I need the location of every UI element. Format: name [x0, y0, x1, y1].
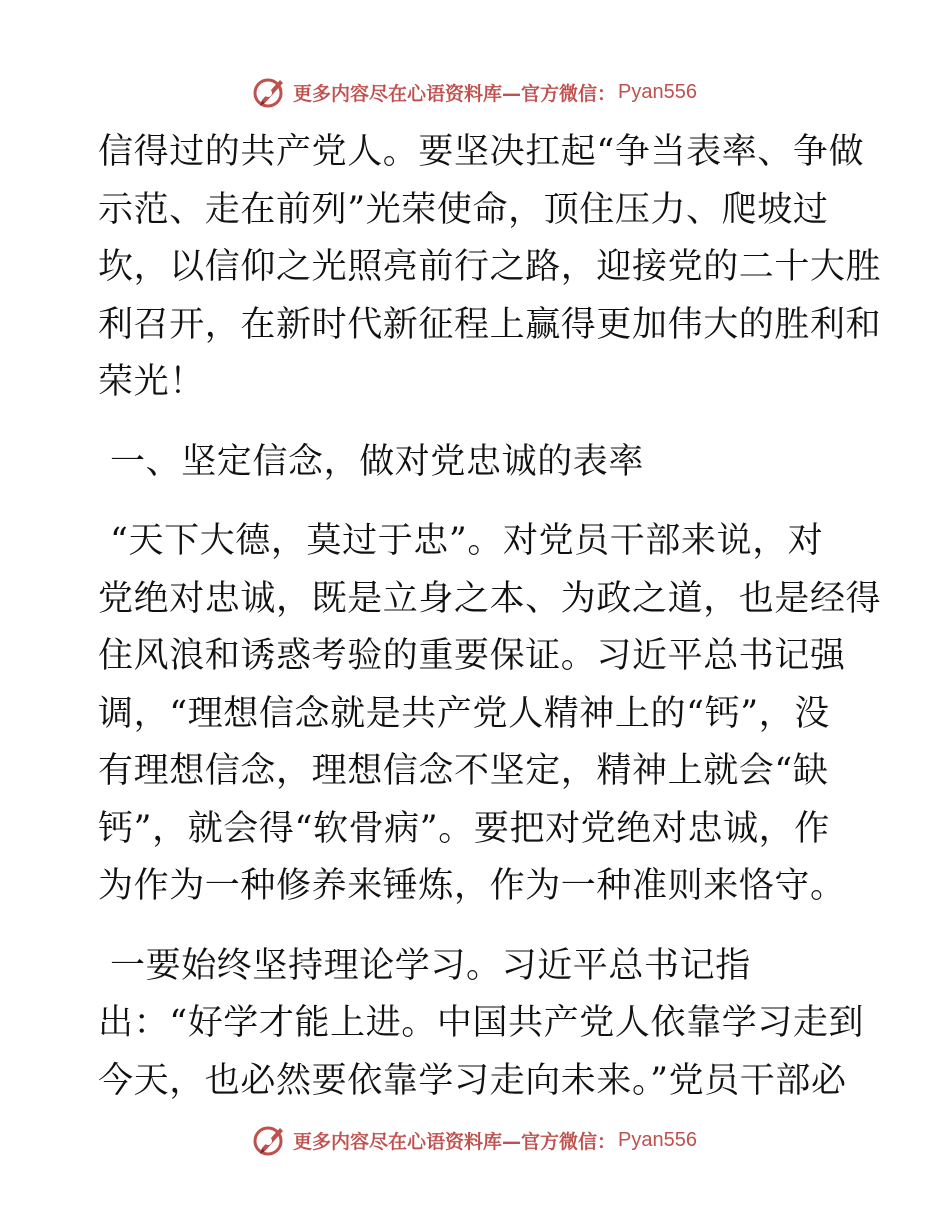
text-line: 住风浪和诱惑考验的重要保证。习近平总书记强	[98, 636, 846, 676]
document-body	[98, 124, 882, 1110]
text-line: 信得过的共产党人。要坚决扛起“争当表率、争做	[98, 132, 865, 172]
text-line: 调，“理想信念就是共产党人精神上的“钙”，没	[98, 693, 830, 734]
banner-text: 更多内容尽在心语资料库—官方微信：	[293, 82, 617, 105]
banner-wechat-id: Pyan556	[618, 1128, 697, 1151]
banner-wechat-id: Pyan556	[618, 80, 697, 103]
text-line: 坎，以信仰之光照亮前行之路，迎接党的二十大胜	[98, 247, 882, 287]
text-line: 为作为一种修养来锤炼，作为一种准则来恪守。	[98, 866, 846, 906]
text-line: 一要始终坚持理论学习。习近平总书记指	[110, 945, 751, 986]
text-line: “天下大德，莫过于忠”。对党员干部来说，对	[110, 521, 824, 561]
section-heading	[98, 434, 858, 492]
paragraph	[98, 513, 882, 916]
text-line: 有理想信念，理想信念不坚定，精神上就会“缺	[98, 751, 829, 791]
text-line: 党绝对忠诚，既是立身之本、为政之道，也是经得	[98, 578, 882, 619]
footer-banner	[0, 1120, 950, 1160]
header-banner	[0, 72, 950, 112]
paragraph	[98, 938, 865, 1111]
text-line: 今天，也必然要依靠学习走向未来。”党员干部必	[98, 1060, 847, 1101]
text-line: 荣光！	[98, 362, 205, 402]
pen-logo-icon	[253, 75, 287, 109]
text-line: 示范、走在前列”光荣使命，顶住压力、爬坡过	[98, 189, 829, 230]
text-line: 钙”，就会得“软骨病”。要把对党绝对忠诚，作	[98, 808, 830, 849]
heading-line: 一、坚定信念，做对党忠诚的表率	[110, 441, 645, 482]
text-line: 利召开，在新时代新征程上赢得更加伟大的胜利和	[98, 304, 882, 345]
banner-text: 更多内容尽在心语资料库—官方微信：	[293, 1130, 617, 1153]
paragraph	[98, 124, 882, 412]
pen-logo-icon	[253, 1123, 287, 1157]
text-line: 出：“好学才能上进。中国共产党人依靠学习走到	[98, 1003, 865, 1043]
